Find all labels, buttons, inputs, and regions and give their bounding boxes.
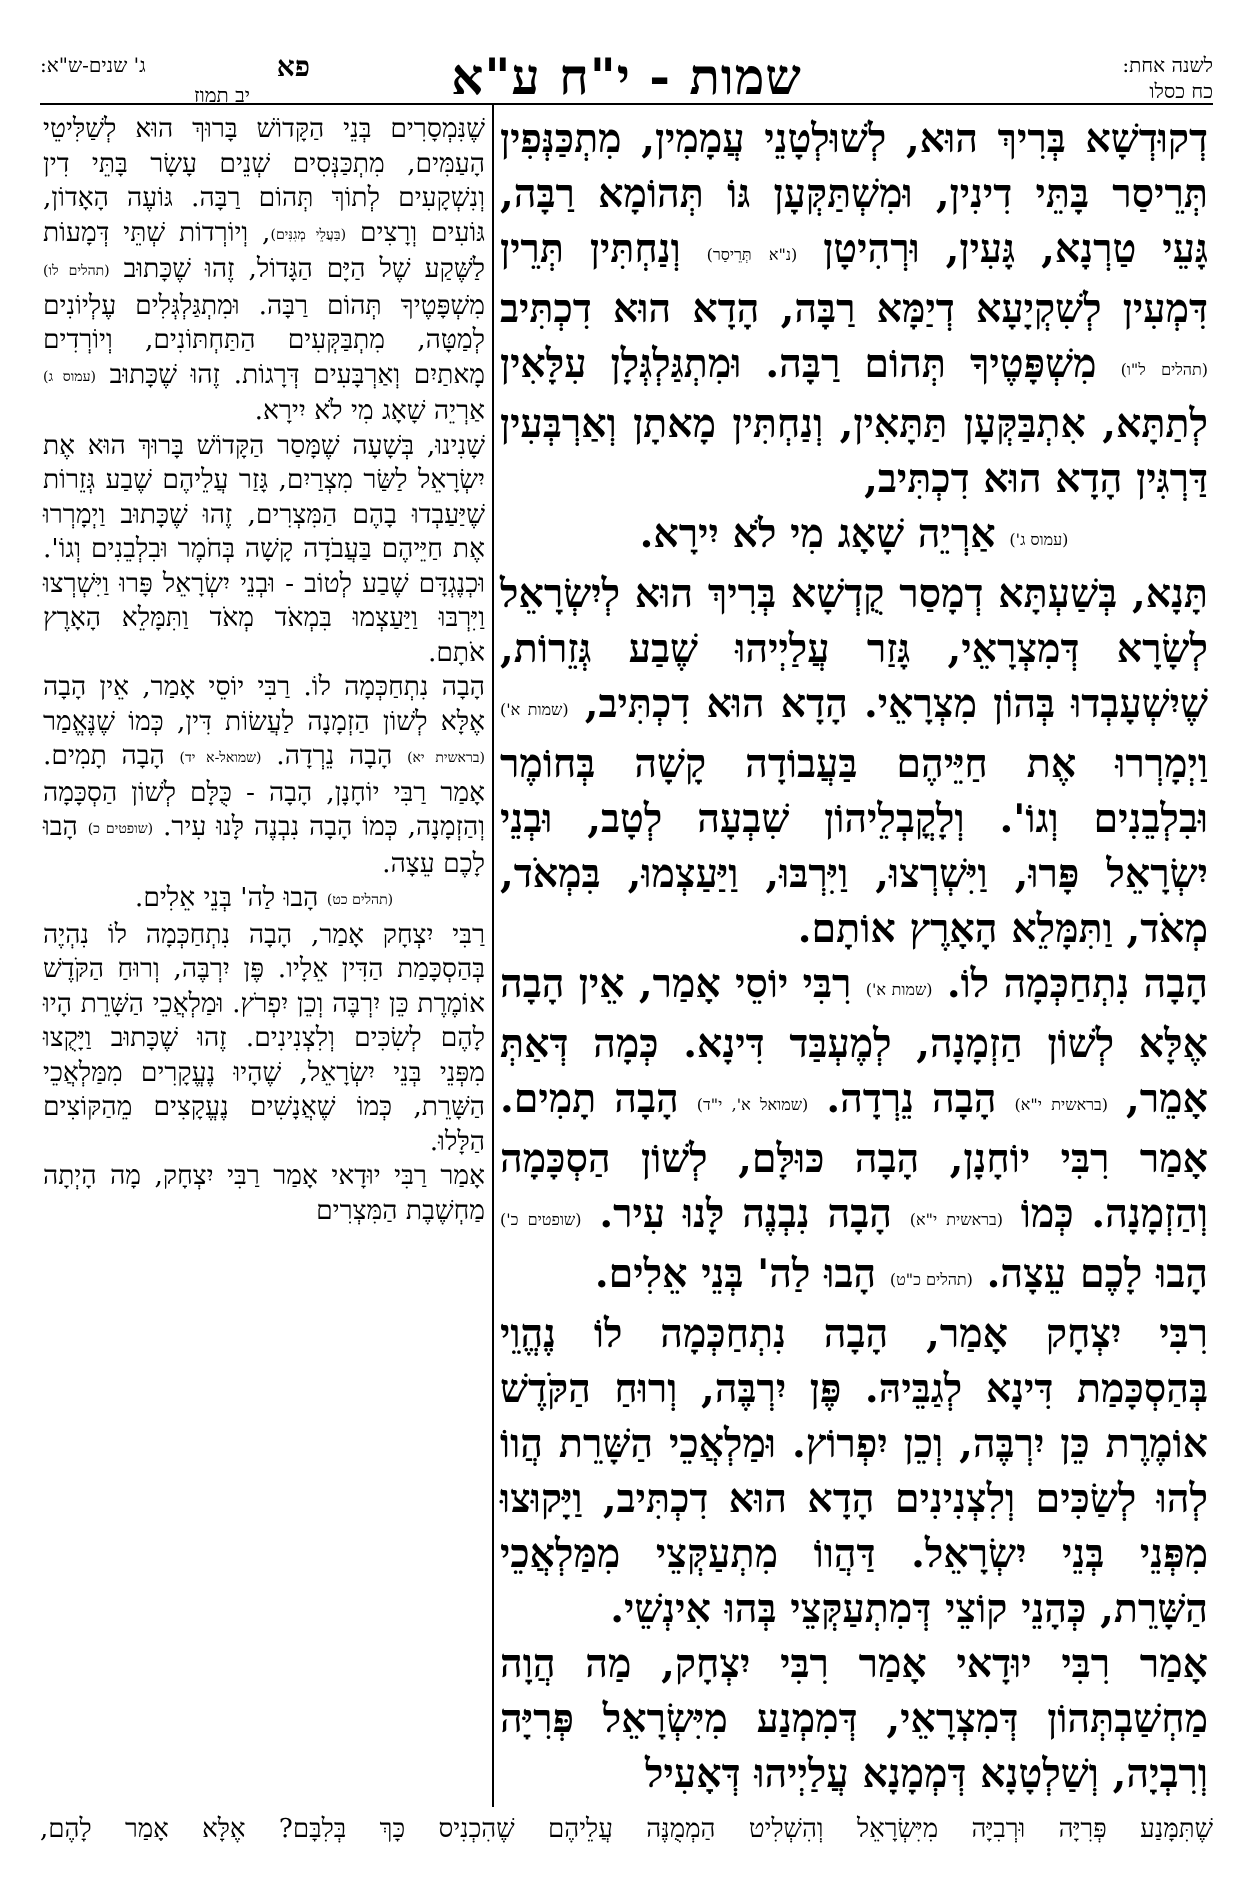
header-three-year-label: ג' שנים-ש"א: bbox=[40, 53, 146, 77]
main-column-aramaic bbox=[500, 112, 1208, 1802]
source-reference: (שמות א') bbox=[865, 980, 933, 999]
source-reference: (תהלים כ"ט) bbox=[889, 1270, 973, 1289]
source-reference: (שמות א') bbox=[500, 700, 569, 719]
main-paragraph: הָבָה נִתְחַכְּמָה לוֹ. (שמות א') רִבִּי יוֹסֵי אָמַר, אֵין הָבָה אֶלָּא לְשׁוֹן הַזְמָנָה, לְמֶעְבַּד דִּינָא. כְּמָה דְּאַתְּ אָמֵר, (בראשית י"א) הָבָה נֵרְדָה. (שמואל א', י"ד) הָבָה תָמִים. אָמַר רִבִּי יוֹחָנָן, הָבָה כּוּלָּם, לְשׁוֹן הַסְכָּמָה וְהַזְמָנָה. כְּמוֹ (בראשית י"א) הָבָה נִבְנֶה לָּנוּ עִיר. (שופטים כ') הָבוּ לָכֶם עֵצָה. (תהלים כ"ט) הָבוּ לַה' בְּנֵי אֵלִים. bbox=[500, 961, 1208, 1297]
source-reference: (תהלים לו) bbox=[43, 263, 110, 279]
header-divider bbox=[40, 103, 1213, 105]
header-one-year-label: לשנה אחת: bbox=[1122, 53, 1213, 77]
source-reference: (שופטים כ') bbox=[500, 1210, 582, 1229]
source-reference: (בראשית י"א) bbox=[909, 1210, 1003, 1229]
main-paragraph: אָמַר רִבִּי יוּדָאי אָמַר רִבִּי יִצְחָק, מַה הֲוָה מַחְשַׁבְתְּהוֹן דְּמִצְרָאֵי, דְּמִמְנַע מִיִּשְׂרָאֵל פְּרִיָּה וְרִבְיָה, וְשַׁלְטָנָא דְּמְמָנָא עֲלַיְיהוּ דְּאָעִיל bbox=[500, 1641, 1208, 1797]
side-paragraph: אָמַר רַבִּי יוּדָאי אָמַר רַבִּי יִצְחָק, מָה הָיְתָה מַחְשֶׁבֶת הַמִּצְרִים bbox=[43, 1160, 485, 1226]
side-paragraph: הָבָה נִתְחַכְּמָה לוֹ. רַבִּי יוֹסֵי אָמַר, אֵין הָבָה אֶלָּא לְשׁוֹן הַזְמָנָה לַעֲשׂוֹת דִּין, כְּמוֹ שֶׁנֶּאֱמַר (בראשית יא) הָבָה נֵרְדָה. (שמואל-א יד) הָבָה תָמִים. אָמַר רַבִּי יוֹחָנָן, הָבָה - כֻּלָּם לְשׁוֹן הַסְכָּמָה וְהַזְמָנָה, כְּמוֹ הָבָה נִבְנֶה לָּנוּ עִיר. (שופטים כ) הָבוּ לָכֶם עֵצָה. bbox=[43, 671, 485, 879]
header-one-year-date: כח כסלו bbox=[1149, 79, 1213, 103]
page-title: שמות - י"ח ע"א bbox=[451, 47, 802, 106]
side-paragraph: שֶׁנִּמְסָרִים בְּנֵי הַקָּדוֹשׁ בָּרוּךְ הוּא לְשַׁלִּיטֵי הָעַמִּים, מִתְכַּנְּסִים שְׁנֵים עָשָׂר בָּתֵּי דִין וְנִשְׁקָעִים לְתוֹךְ תְּהוֹם רַבָּה. גּוֹעֶה הָאָדוֹן, גּוֹעִים וְרָצִים (בַּעֲלֵי מְגִנִּים), וְיוֹרְדוֹת שְׁתֵּי דְּמָעוֹת לַשֶּׁקַע שֶׁל הַיָּם הַגָּדוֹל, זֶהוּ שֶׁכָּתוּב (תהלים לו) מִשְׁפָּטֶיךָ תְּהוֹם רַבָּה. וּמִתְגַּלְגְּלִים עֶלְיוֹנִים לְמַטָּה, מִתְבַּקְּעִים הַתַּחְתּוֹנִים, וְיוֹרְדִים מָאתַיִם וְאַרְבָּעִים דְּרָגוֹת. זֶהוּ שֶׁכָּתוּב (עמוס ג) אַרְיֵה שָׁאָג מִי לֹא יִירָא. bbox=[43, 113, 485, 426]
column-divider bbox=[492, 105, 494, 1807]
source-reference: (נ"א תְּרֵיסַר) bbox=[706, 245, 798, 264]
side-paragraph: רַבִּי יִצְחָק אָמַר, הָבָה נִתְחַכְּמָה לוֹ נִהְיֶה בְּהַסְכָּמַת הַדִּין אֵלָיו. פֶּן יִרְבֶּה, וְרוּחַ הַקֹּדֶשׁ אוֹמֶרֶת כֵּן יִרְבֶּה וְכֵן יִפְרֹץ. וּמַלְאֲכֵי הַשָּׁרֵת הָיוּ לָהֶם לְשִׂכִּים וְלִצְנִינִים. זֶהוּ שֶׁכָּתוּב וַיָּקֻצוּ מִפְּנֵי בְּנֵי יִשְׂרָאֵל, שֶׁהָיוּ נֶעֱקָרִים מִמַּלְאֲכֵי הַשָּׁרֵת, כְּמוֹ שֶׁאֲנָשִׁים נֶעֱקָצִים מֵהַקּוֹצִים הַלָּלוּ. bbox=[43, 918, 485, 1157]
source-reference: (שמואל א', י"ד) bbox=[696, 1095, 809, 1114]
bottom-continuation-line: שֶׁתִּמָּנַע פְּרִיָּה וּרְבִיָּה מִיִּשְׂרָאֵל וְהִשְׁלִיט הַמְמֻנֶּה עֲלֵיהֶם שֶׁהִכְנִיס כָּךְ בְּלִבָּם? אֶלָּא אָמַר לָהֶם, bbox=[40, 1814, 1213, 1844]
side-paragraph: שָׁנִינוּ, בְּשָׁעָה שֶׁמָּסַר הַקָּדוֹשׁ בָּרוּךְ הוּא אֶת יִשְׂרָאֵל לַשַּׂר מִצְרַיִם, גָּזַר עֲלֵיהֶם שֶׁבַע גְּזֵרוֹת שֶׁיַּעַבְדוּ בָהֶם הַמִּצְרִים, זֶהוּ שֶׁכָּתוּב וַיְמָרְרוּ אֶת חַיֵּיהֶם בַּעֲבֹדָה קָשָׁה בְּחֹמֶר וּבִלְבֵנִים וְגוֹ'. וּכְנֶגְדָּם שֶׁבַע לְטוֹב - וּבְנֵי יִשְׂרָאֵל פָּרוּ וַיִּשְׁרְצוּ וַיִּרְבּוּ וַיַּעַצְמוּ בִּמְאֹד מְאֹד וַתִּמָּלֵא הָאָרֶץ אֹתָם. bbox=[43, 429, 485, 668]
source-reference: (תהלים ל"ו) bbox=[1120, 360, 1208, 379]
side-column-translation bbox=[43, 112, 485, 1228]
page-number: פא bbox=[276, 50, 310, 83]
source-reference: (עמוס ג') bbox=[1009, 530, 1069, 549]
source-reference: (שופטים כ) bbox=[87, 821, 154, 837]
page-header bbox=[40, 47, 1213, 107]
main-paragraph: (עמוס ג') אַרְיֵה שָׁאָג מִי לֹא יִירָא. bbox=[639, 511, 1069, 557]
side-paragraph: (תהלים כט) הָבוּ לַה' בְּנֵי אֵלִים. bbox=[134, 882, 394, 913]
source-reference: (בראשית יא) bbox=[407, 750, 485, 766]
source-reference: (בַּעֲלֵי מְגִנִּים) bbox=[270, 226, 347, 243]
main-paragraph: רִבִּי יִצְחָק אָמַר, הָבָה נִתְחַכְּמָה לוֹ נֶהֱוֵי בְּהַסְכָּמַת דִּינָא לְגַבֵּיהּ. פֶּן יִרְבֶּה, וְרוּחַ הַקֹּדֶשׁ אוֹמֶרֶת כֵּן יִרְבֶּה, וְכֵן יִפְרוֹץ. וּמַלְאֲכֵי הַשָּׁרֵת הֲווֹ לְהוּ לְשַׂכִּים וְלִצְנִינִים הָדָא הוּא דִכְתִּיב, וַיָּקוּצוּ מִפְּנֵי בְּנֵי יִשְׂרָאֵל. דַּהֲווֹ מִתְעַקְּצֵי מִמַּלְאֲכֵי הַשָּׁרֵת, כְּהָנֵי קוֹצֵי דְּמִתְעַקְּצֵי בְּהוּ אִינְשֵׁי. bbox=[500, 1311, 1208, 1632]
header-three-year-schedule bbox=[40, 52, 310, 108]
main-paragraph: דְקוּדְשָׁא בְּרִיךְ הוּא, לְשׁוּלְטָנֵי עֲמָמִין, מִתְכַּנְּפִין תְּרֵיסַר בָּתֵּי דִינִין, וּמִשְׁתַּקְּעָן גּוֹ תְּהוֹמָא רַבָּה, גָּעֵי טַרְנָא, גָּעִין, וּרְהִיטָן (נ"א תְּרֵיסַר) וְנַחְתִּין תְּרֵין דִּמְעִין לְשִׁקְיָעָא דְיַמָּא רַבָּה, הָדָא הוּא דִכְתִּיב (תהלים ל"ו) מִשְׁפָּטֶיךָ תְּהוֹם רַבָּה. וּמִתְגַּלְגְּלָן עִלָּאִין לְתַתָּא, אִתְבַּקְּעָן תַּתָּאִין, וְנַחְתִּין מָאתָן וְאַרְבְּעִין דַּרְגִּין הָדָא הוּא דִכְתִּיב, bbox=[500, 116, 1208, 502]
header-three-year-date: יב תמוז bbox=[194, 83, 250, 107]
main-paragraph: תָּנָא, בְּשַׁעְתָּא דְמָסַר קֻדְשָׁא בְּרִיךְ הוּא לְיִשְׂרָאֵל לְשָׂרָא דְּמִצְרָאֵי, גָּזַר עֲלַיְיהוּ שֶׁבַע גְּזֵרוֹת, שֶׁיִשְׁעָבְדוּ בְּהוֹן מִצְרָאֵי. הָדָא הוּא דִכְתִּיב, (שמות א') וַיְמָרְרוּ אֶת חַיֵּיהֶם בַּעֲבוֹדָה קָשָׁה בְּחוֹמֶר וּבִלְבֵנִים וְגוֹ'. וְלָקֳבְלֵיהוֹן שִׁבְעָה לְטָב, וּבְנֵי יִשְׂרָאֵל פָּרוּ, וַיִּשְׁרְצוּ, וַיִּרְבּוּ, וַיַּעַצְמוּ, בִּמְאֹד, מְאֹד, וַתִּמָּלֵא הָאָרֶץ אוֹתָם. bbox=[500, 571, 1208, 952]
source-reference: (שמואל-א יד) bbox=[179, 750, 262, 766]
source-reference: (בראשית י"א) bbox=[1014, 1095, 1108, 1114]
source-reference: (עמוס ג) bbox=[43, 368, 96, 385]
source-reference: (תהלים כט) bbox=[326, 892, 394, 908]
